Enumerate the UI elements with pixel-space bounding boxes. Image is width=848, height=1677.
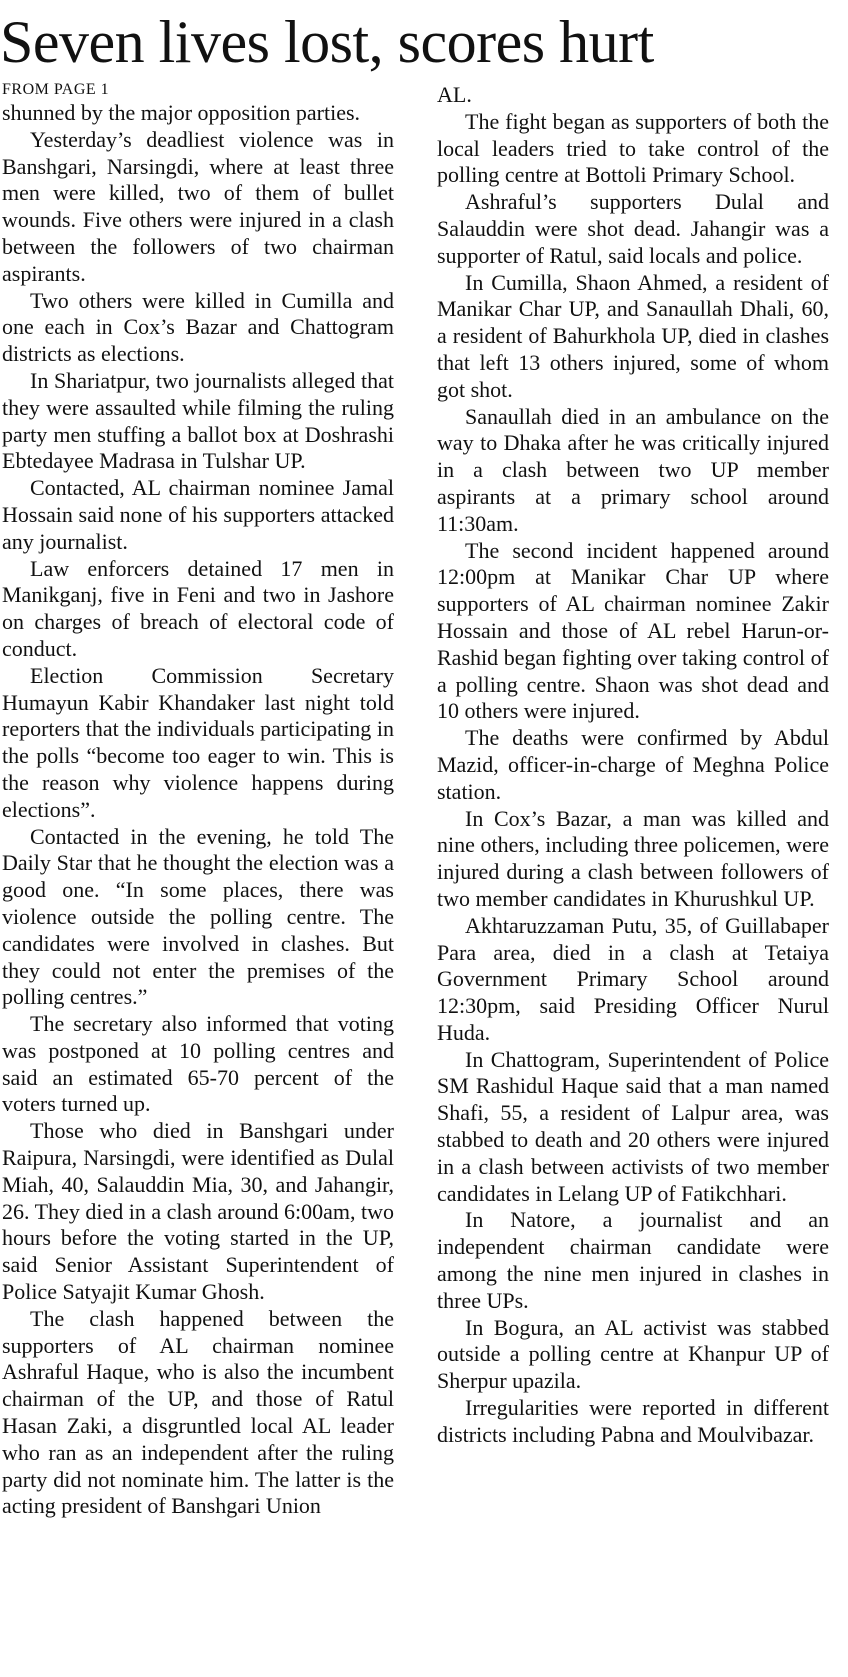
dateline: FROM PAGE 1: [2, 81, 110, 98]
paragraph: The clash happened between the supporters of AL chairman nominee Ashraful Haque, who is also the incumbent chairman of the UP, and those of Ratul Hasan Zaki, a disgruntled local AL leader who ran as an independent after the ruling party did not nominate him. The latter is the acting president of Banshgari Union: [2, 1305, 394, 1519]
paragraph: In Natore, a journalist and an independent chairman candidate were among the nine men injured in clashes in three UPs.: [437, 1207, 829, 1313]
paragraph-continuation: shunned by the major opposition parties.: [2, 100, 361, 125]
paragraph: The second incident happened around 12:00pm at Manikar Char UP where supporters of AL chairman nominee Zakir Hossain and those of AL rebel Harun-or-Rashid began fighting over taking control of a polling centre. Shaon was shot dead and 10 others were injured.: [437, 537, 829, 724]
paragraph: Irregularities were reported in different districts including Pabna and Moulvibazar.: [437, 1395, 829, 1447]
paragraph: Yesterday’s deadliest violence was in Banshgari, Narsingdi, where at least three men were killed, two of them of bullet wounds. Five others were injured in a clash between the followers of two chairman aspirants.: [2, 126, 394, 286]
paragraph: In Cumilla, Shaon Ahmed, a resident of Manikar Char UP, and Sanaullah Dhali, 60, a resident of Bahurkhola UP, died in clashes that left 13 others injured, some of whom got shot.: [437, 269, 829, 402]
paragraph: Two others were killed in Cumilla and one each in Cox’s Bazar and Chattogram districts as elections.: [2, 287, 394, 367]
paragraph: In Cox’s Bazar, a man was killed and nine others, including three policemen, were injured during a clash between followers of two member candidates in Khurushkul UP.: [437, 805, 829, 911]
paragraph: Contacted, AL chairman nominee Jamal Hossain said none of his supporters attacked any journalist.: [2, 475, 394, 554]
paragraph: In Chattogram, Superintendent of Police SM Rashidul Haque said that a man named Shafi, 55, a resident of Lalpur area, was stabbed to death and 20 others were injured in a clash between activists of two member candidates in Lelang UP of Fatikchhari.: [437, 1046, 829, 1206]
paragraph: Contacted in the evening, he told The Daily Star that he thought the election was a good one. “In some places, there was violence outside the polling centre. The candidates were involved in clashes. But they could not enter the premises of the polling centres.”: [2, 823, 394, 1010]
paragraph: Those who died in Banshgari under Raipura, Narsingdi, were identified as Dulal Miah, 40, Salauddin Mia, 30, and Jahangir, 26. They died in a clash around 6:00am, two hours before the voting started in the UP, said Senior Assistant Superintendent of Police Satyajit Kumar Ghosh.: [2, 1118, 394, 1305]
paragraph: Ashraful’s supporters Dulal and Salauddin were shot dead. Jahangir was a supporter of Ratul, said locals and police.: [437, 189, 829, 268]
paragraph-continuation: AL.: [437, 82, 472, 107]
headline: Seven lives lost, scores hurt: [0, 9, 654, 75]
article-column-right: [437, 82, 829, 1449]
paragraph: Law enforcers detained 17 men in Manikganj, five in Feni and two in Jashore on charges of breach of electoral code of conduct.: [2, 555, 394, 661]
paragraph: The fight began as supporters of both the local leaders tried to take control of the polling centre at Bottoli Primary School.: [437, 108, 829, 188]
paragraph: The secretary also informed that voting was postponed at 10 polling centres and said an estimated 65-70 percent of the voters turned up.: [2, 1011, 394, 1117]
paragraph: Election Commission Secretary Humayun Kabir Khandaker last night told reporters that the individuals participating in the polls “become too eager to win. This is the reason why violence happens during elections”.: [2, 662, 394, 822]
paragraph: Akhtaruzzaman Putu, 35, of Guillabaper Para area, died in a clash at Tetaiya Government Primary School around 12:30pm, said Presiding Officer Nurul Huda.: [437, 912, 829, 1045]
paragraph: Sanaullah died in an ambulance on the way to Dhaka after he was critically injured in a clash between two UP member aspirants at a primary school around 11:30am.: [437, 403, 829, 536]
paragraph: In Shariatpur, two journalists alleged that they were assaulted while filming the ruling party men stuffing a ballot box at Doshrashi Ebtedayee Madrasa in Tulshar UP.: [2, 367, 394, 474]
paragraph: In Bogura, an AL activist was stabbed outside a polling centre at Khanpur UP of Sherpur upazila.: [437, 1314, 829, 1394]
article-column-left: [2, 80, 394, 1520]
paragraph: The deaths were confirmed by Abdul Mazid, officer-in-charge of Meghna Police station.: [437, 725, 829, 804]
